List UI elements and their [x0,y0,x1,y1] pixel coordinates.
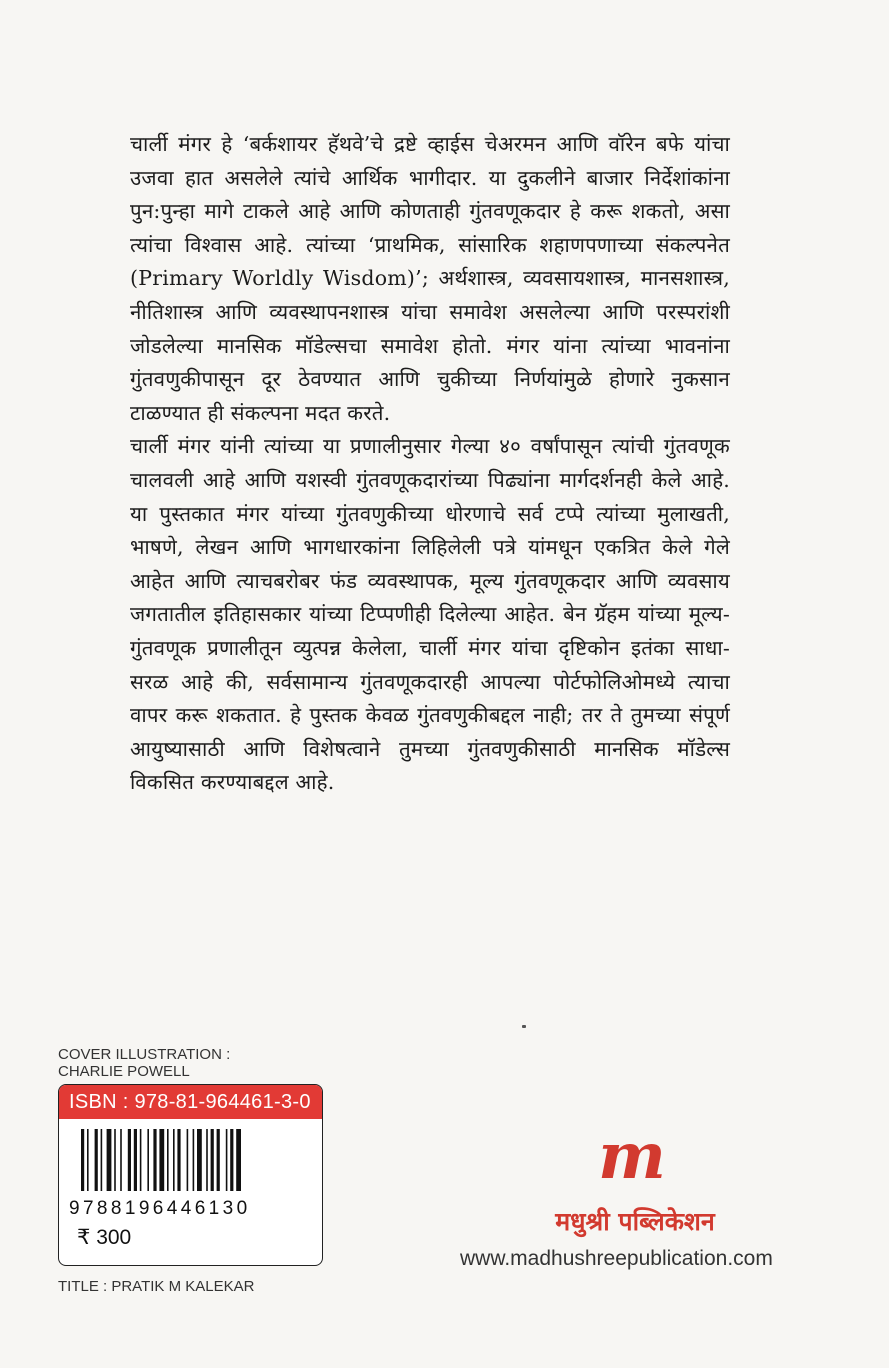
barcode-bar [87,1129,89,1191]
cover-illustration-label: COVER ILLUSTRATION : [58,1046,231,1063]
barcode-bar [167,1129,169,1191]
barcode-bar [128,1129,131,1191]
publisher-website: www.madhushreepublication.com [460,1247,773,1270]
barcode-bar [193,1129,195,1191]
title-credit: TITLE : PRATIK M KALEKAR [58,1278,255,1295]
barcode-bar [173,1129,175,1191]
barcode-bar [159,1129,164,1191]
barcode-bar [81,1129,84,1191]
cover-illustration-name: CHARLIE POWELL [58,1063,190,1080]
barcode-bar [134,1129,137,1191]
barcode-bar [147,1129,149,1191]
barcode-bar [153,1129,156,1191]
barcode-bar [197,1129,202,1191]
publisher-name: मधुश्री पब्लिकेशन [555,1207,715,1236]
barcode-bar [177,1129,180,1191]
cover-illustration-credit [58,1046,230,1080]
publisher-logo-letter: m [598,1128,666,1188]
barcode-bar [101,1129,103,1191]
barcode-number: 9788196446130 [69,1198,251,1219]
blurb-paragraph-1: चार्ली मंगर हे ‘बर्कशायर हॅथवे’चे द्रष्टे व्हाईस चेअरमन आणि वॉरेन बफे यांचा उजवा हात असलेले त्यांचे आर्थिक भागीदार. या दुकलीने बाजार निर्देशांकांना पुन:पुन्हा मागे टाकले आहे आणि कोणताही गुंतवणूकदार हे करू शकतो, असा त्यांचा विश्वास आहे. त्यांच्या ‘प्राथमिक, सांसारिक शहाणपणाच्या संकल्पनेत (Primary Worldly Wisdom)’; अर्थशास्त्र, व्यवसायशास्त्र, मानसशास्त्र, नीतिशास्त्र आणि व्यवस्थापनशास्त्र यांचा समावेश असलेल्या आणि परस्परांशी जोडलेल्या मानसिक मॉडेल्सचा समावेश होतो. मंगर यांना त्यांच्या भावनांना गुंतवणुकीपासून दूर ठेवण्यात आणि चुकीच्या निर्णयांमुळे होणारे नुकसान टाळण्यात ही संकल्पना मदत करते. [130,132,730,425]
barcode-bar [140,1129,142,1191]
barcode-bar [107,1129,112,1191]
barcode-bar [114,1129,116,1191]
barcode-bar [120,1129,122,1191]
barcode-bar [211,1129,214,1191]
price-label: ₹ 300 [77,1226,132,1249]
barcode-bar [226,1129,228,1191]
barcode-bar [95,1129,98,1191]
barcode-bar [206,1129,208,1191]
isbn-label: ISBN : 978-81-964461-3-0 [59,1085,322,1119]
barcode-bar [217,1129,220,1191]
back-cover-blurb [130,128,730,800]
barcode-bar [230,1129,233,1191]
blurb-paragraph-2: चार्ली मंगर यांनी त्यांच्या या प्रणालीनुसार गेल्या ४० वर्षांपासून त्यांची गुंतवणूक चालवली आहे आणि यशस्वी गुंतवणूकदारांच्या पिढ्यांना मार्गदर्शनही केले आहे. या पुस्तकात मंगर यांच्या गुंतवणुकीच्या धोरणाचे सर्व टप्पे त्यांच्या मुलाखती, भाषणे, लेखन आणि भागधारकांना लिहिलेली पत्रे यांमधून एकत्रित केले गेले आहेत आणि त्याचबरोबर फंड व्यवस्थापक, मूल्य गुंतवणूकदार आणि व्यवसाय जगतातील इतिहासकार यांच्या टिप्पणीही दिलेल्या आहेत. बेन ग्रॅहम यांच्या मूल्य-गुंतवणूक प्रणालीतून व्युत्पन्न केलेला, चार्ली मंगर यांचा दृष्टिकोन इतंका साधा-सरळ आहे की, सर्वसामान्य गुंतवणूकदारही आपल्या पोर्टफोलिओमध्ये त्याचा वापर करू शकतात. हे पुस्तक केवळ गुंतवणुकीबद्दल नाही; तर ते तुमच्या संपूर्ण आयुष्यासाठी आणि विशेषत्वाने तुमच्या गुंतवणुकीसाठी मानसिक मॉडेल्स विकसित करण्याबद्दल आहे. [130,434,730,795]
print-speck [522,1025,526,1028]
barcode-panel [58,1084,323,1266]
barcode-bar [236,1129,241,1191]
barcode-bar [187,1129,189,1191]
publisher-logo-icon [594,1128,670,1188]
